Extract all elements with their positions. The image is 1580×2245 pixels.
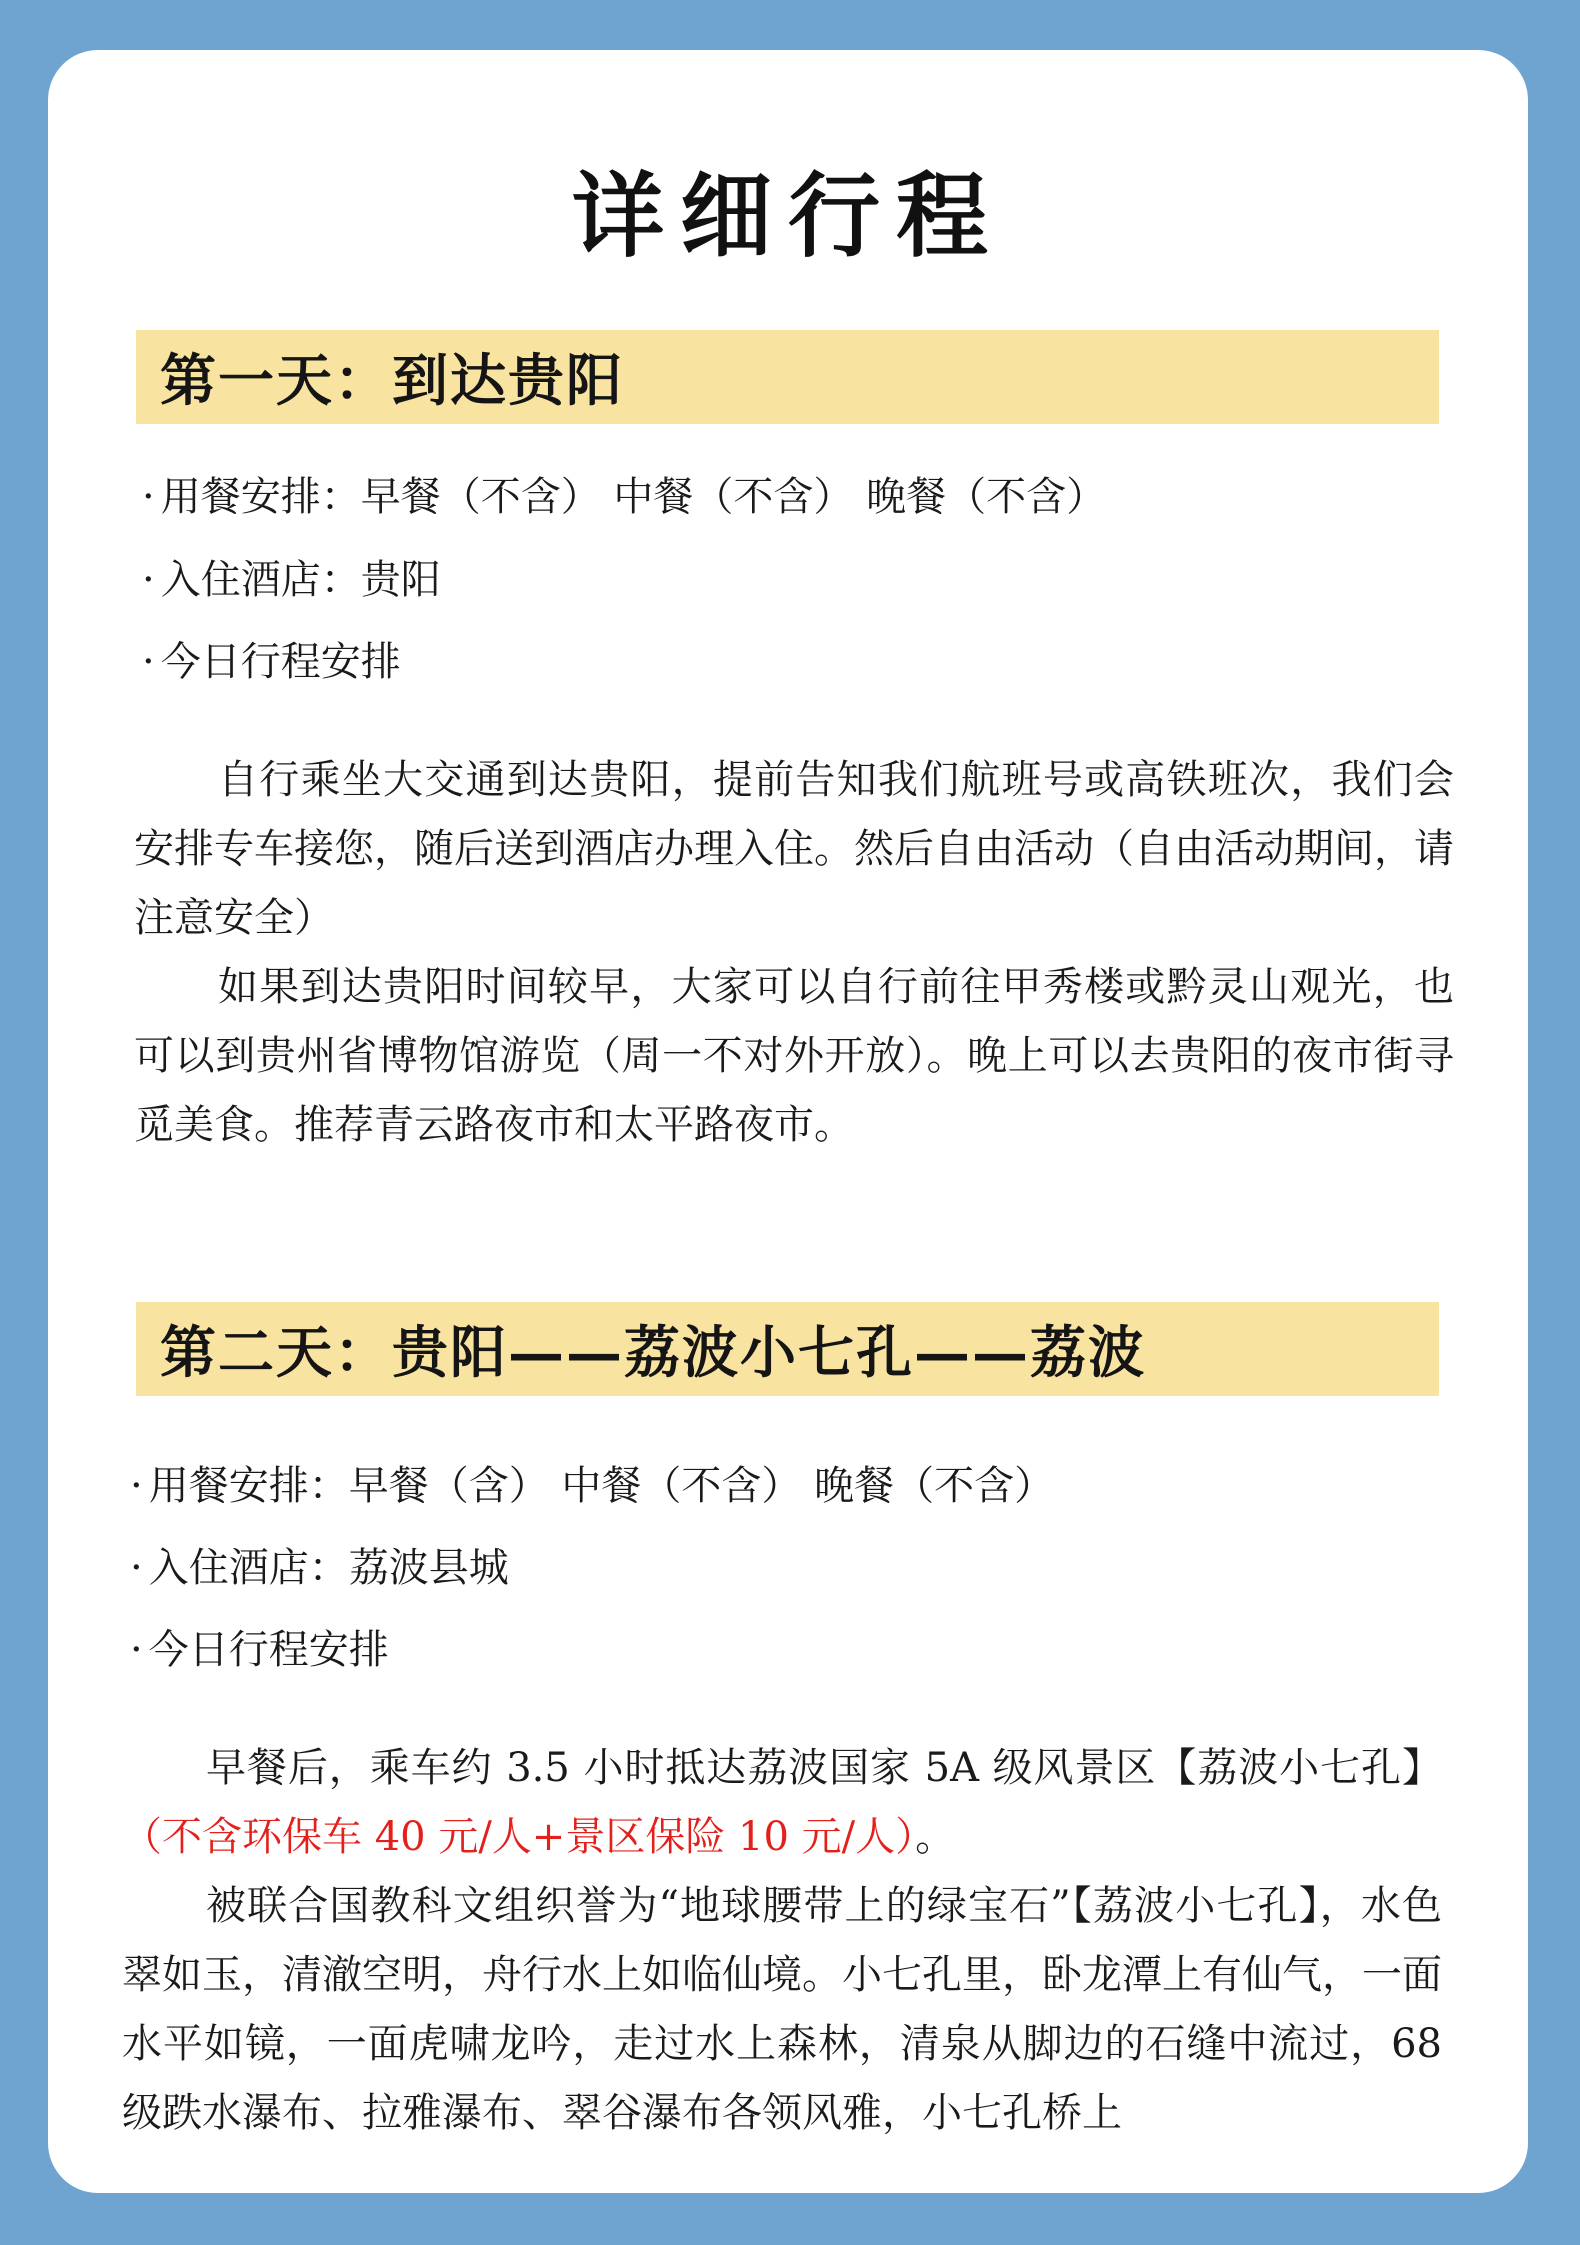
- day-1-hotel-line: [142, 557, 441, 603]
- bullet-icon: ·: [130, 1545, 143, 1591]
- day-2-paragraph-1-main: 早餐后，乘车约 3.5 小时抵达荔波国家 5A 级风景区【荔波小七孔】: [206, 1745, 1442, 1791]
- day-2-header: 第二天：贵阳——荔波小七孔——荔波: [160, 1320, 1146, 1386]
- day-2-schedule-line: [130, 1627, 389, 1673]
- day-1-meals-line: [142, 474, 1107, 520]
- day-1-meals: 用餐安排：早餐（不含） 中餐（不含） 晚餐（不含）: [160, 474, 1107, 520]
- day-1-hotel: 入住酒店：贵阳: [160, 557, 441, 603]
- itinerary-card: [48, 50, 1528, 2193]
- day-1-schedule-line: [142, 639, 401, 685]
- day-2-banner: [136, 1302, 1439, 1396]
- day-2-hotel: 入住酒店：荔波县城: [148, 1545, 509, 1591]
- day-2-meals: 用餐安排：早餐（含） 中餐（不含） 晚餐（不含）: [148, 1463, 1055, 1509]
- day-1-paragraph-2: 如果到达贵阳时间较早，大家可以自行前往甲秀楼或黔灵山观光，也可以到贵州省博物馆游览（周一不对外开放）。晚上可以去贵阳的夜市街寻觅美食。推荐青云路夜市和太平路夜市。: [134, 964, 1454, 1148]
- day-1-paragraph-1: 自行乘坐大交通到达贵阳，提前告知我们航班号或高铁班次，我们会安排专车接您，随后送到酒店办理入住。然后自由活动（自由活动期间，请注意安全）: [134, 757, 1454, 941]
- bullet-icon: ·: [130, 1627, 143, 1673]
- day-1-header: 第一天：到达贵阳: [160, 348, 624, 414]
- page-title: 详细行程: [571, 162, 1004, 270]
- fee-note: （不含环保车 40 元/人+景区保险 10 元/人）: [122, 1814, 916, 1860]
- bullet-icon: ·: [142, 557, 155, 603]
- day-2-schedule-label: 今日行程安排: [148, 1627, 389, 1673]
- day-2-paragraph-2: 被联合国教科文组织誉为“地球腰带上的绿宝石”【荔波小七孔】，水色翠如玉，清澈空明，舟行水上如临仙境。小七孔里，卧龙潭上有仙气，一面水平如镜，一面虎啸龙吟，走过水上森林，清泉从脚边的石缝中流过，68 级跌水瀑布、拉雅瀑布、翠谷瀑布各领风雅，小七孔桥上: [122, 1883, 1442, 2136]
- bullet-icon: ·: [130, 1463, 143, 1509]
- day-2-hotel-line: [130, 1545, 509, 1591]
- day-2-paragraph-1: [122, 1734, 1442, 1872]
- bullet-icon: ·: [142, 474, 155, 520]
- day-1-banner: [136, 330, 1439, 424]
- bullet-icon: ·: [142, 639, 155, 685]
- day-2-paragraph-1-end: 。: [915, 1814, 956, 1860]
- day-2-meals-line: [130, 1463, 1055, 1509]
- day-1-schedule-label: 今日行程安排: [160, 639, 401, 685]
